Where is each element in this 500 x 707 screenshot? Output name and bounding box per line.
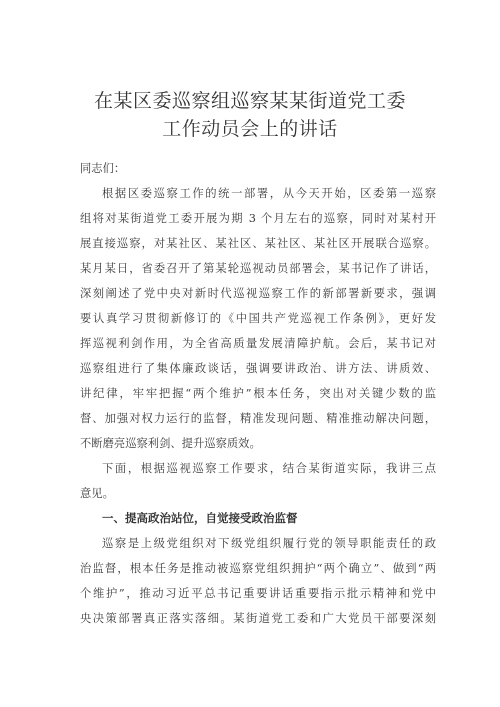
- paragraph-2-line-1: 下面，根据巡视巡察工作要求，结合某街道实际，我讲三点: [102, 462, 436, 475]
- paragraph-1-line-11: 不断磨亮巡察利剑、提升巡察质效。: [80, 437, 261, 450]
- paragraph-3-line-1: 巡察是上级党组织对下级党组织履行党的领导职能责任的政: [102, 537, 436, 550]
- salutation: 同志们：: [80, 162, 126, 175]
- paragraph-3-line-3: 个维护”，推动习近平总书记重要讲话重要指示批示精神和党中: [80, 587, 436, 600]
- paragraph-1-line-6: 要认真学习贯彻新修订的《中国共产党巡视工作条例》，更好发: [80, 312, 436, 325]
- paragraph-1-line-8: 巡察组进行了集体廉政谈话，强调要讲政治、讲方法、讲质效、: [80, 362, 436, 375]
- document-title-line-2: 工作动员会上的讲话: [162, 118, 338, 140]
- paragraph-3-line-2: 治监督，根本任务是推动被巡察党组织拥护“两个确立”、做到“两: [80, 562, 436, 575]
- paragraph-1-line-10: 督、加强对权力运行的监督，精准发现问题、精准推动解决问题，: [80, 412, 436, 425]
- paragraph-1-line-2: 组将对某街道党工委开展为期 3 个月左右的巡察，同时对某村开: [80, 212, 436, 225]
- paragraph-1-line-4: 某月某日，省委召开了第某轮巡视动员部署会，某书记作了讲话，: [80, 262, 436, 275]
- paragraph-3-line-4: 央决策部署真正落实落细。某街道党工委和广大党员干部要深刻: [80, 612, 436, 625]
- paragraph-1-line-9: 讲纪律，牢牢把握“两个维护”根本任务，突出对关键少数的监: [80, 387, 436, 400]
- document-body: [80, 156, 436, 631]
- paragraph-1-line-3: 展直接巡察，对某社区、某社区、某社区、某社区开展联合巡察。: [80, 237, 436, 250]
- paragraph-1-line-7: 挥巡视利剑作用，为全省高质量发展清障护航。会后，某书记对: [80, 337, 436, 350]
- paragraph-1-line-1: 根据区委巡察工作的统一部署，从今天开始，区委第一巡察: [102, 187, 436, 200]
- section-heading-1: 一、提高政治站位，自觉接受政治监督: [102, 511, 298, 525]
- paragraph-2-line-2: 意见。: [80, 487, 114, 500]
- paragraph-1-line-5: 深刻阐述了党中央对新时代巡视巡察工作的新部署新要求，强调: [80, 287, 436, 300]
- document-title-line-1: 在某区委巡察组巡察某某街道党工委: [93, 90, 406, 112]
